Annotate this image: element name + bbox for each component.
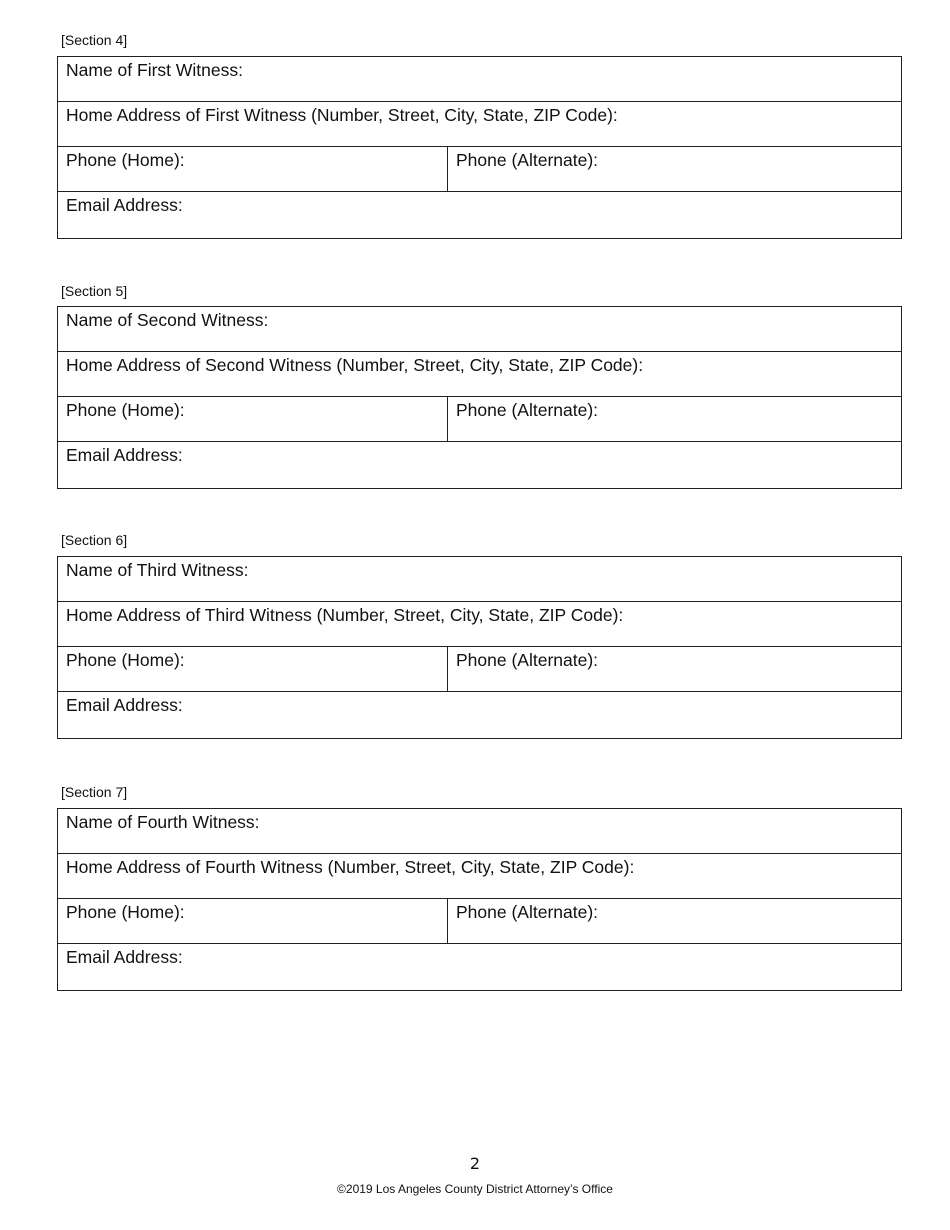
section-label: [Section 7]: [61, 784, 128, 800]
phone-alternate-field[interactable]: [448, 397, 901, 441]
witness-email-field[interactable]: [58, 944, 901, 990]
witness-form-1: [57, 56, 902, 239]
phone-home-field[interactable]: [58, 397, 448, 441]
witness-address-field[interactable]: [58, 602, 901, 647]
witness-address-field[interactable]: [58, 102, 901, 147]
witness-address-label: Home Address of Second Witness (Number, Street, City, State, ZIP Code):: [66, 355, 644, 375]
phone-alternate-field[interactable]: [448, 647, 901, 691]
phone-alternate-field[interactable]: [448, 899, 901, 943]
section-label: [Section 6]: [61, 532, 128, 548]
phone-alternate-label: Phone (Alternate):: [456, 400, 599, 420]
witness-name-label: Name of Third Witness:: [66, 560, 249, 580]
witness-email-field[interactable]: [58, 692, 901, 738]
phone-home-field[interactable]: [58, 647, 448, 691]
phone-home-field[interactable]: [58, 147, 448, 191]
phone-home-label: Phone (Home):: [66, 650, 185, 670]
phone-alternate-label: Phone (Alternate):: [456, 902, 599, 922]
copyright-footer: ©2019 Los Angeles County District Attorney’s Office: [337, 1182, 613, 1196]
phone-alternate-label: Phone (Alternate):: [456, 150, 599, 170]
email-label: Email Address:: [66, 195, 183, 215]
witness-name-field[interactable]: [58, 809, 901, 854]
witness-address-field[interactable]: [58, 352, 901, 397]
witness-name-label: Name of Fourth Witness:: [66, 812, 260, 832]
phone-alternate-label: Phone (Alternate):: [456, 650, 599, 670]
section-label: [Section 4]: [61, 32, 128, 48]
witness-address-field[interactable]: [58, 854, 901, 899]
email-label: Email Address:: [66, 695, 183, 715]
phone-home-label: Phone (Home):: [66, 150, 185, 170]
witness-address-label: Home Address of First Witness (Number, Street, City, State, ZIP Code):: [66, 105, 618, 125]
witness-name-label: Name of First Witness:: [66, 60, 243, 80]
witness-name-field[interactable]: [58, 557, 901, 602]
phone-home-field[interactable]: [58, 899, 448, 943]
phone-home-label: Phone (Home):: [66, 902, 185, 922]
witness-name-field[interactable]: [58, 307, 901, 352]
witness-address-label: Home Address of Third Witness (Number, Street, City, State, ZIP Code):: [66, 605, 624, 625]
email-label: Email Address:: [66, 947, 183, 967]
witness-form-3: [57, 556, 902, 739]
phone-home-label: Phone (Home):: [66, 400, 185, 420]
witness-phone-row: [58, 899, 901, 944]
witness-email-field[interactable]: [58, 442, 901, 488]
witness-name-field[interactable]: [58, 57, 901, 102]
phone-alternate-field[interactable]: [448, 147, 901, 191]
witness-name-label: Name of Second Witness:: [66, 310, 269, 330]
witness-email-field[interactable]: [58, 192, 901, 238]
witness-form-4: [57, 808, 902, 991]
witness-phone-row: [58, 397, 901, 442]
section-label: [Section 5]: [61, 283, 128, 299]
email-label: Email Address:: [66, 445, 183, 465]
page-number: 2: [469, 1154, 481, 1173]
witness-form-2: [57, 306, 902, 489]
witness-address-label: Home Address of Fourth Witness (Number, Street, City, State, ZIP Code):: [66, 857, 635, 877]
witness-phone-row: [58, 647, 901, 692]
witness-phone-row: [58, 147, 901, 192]
